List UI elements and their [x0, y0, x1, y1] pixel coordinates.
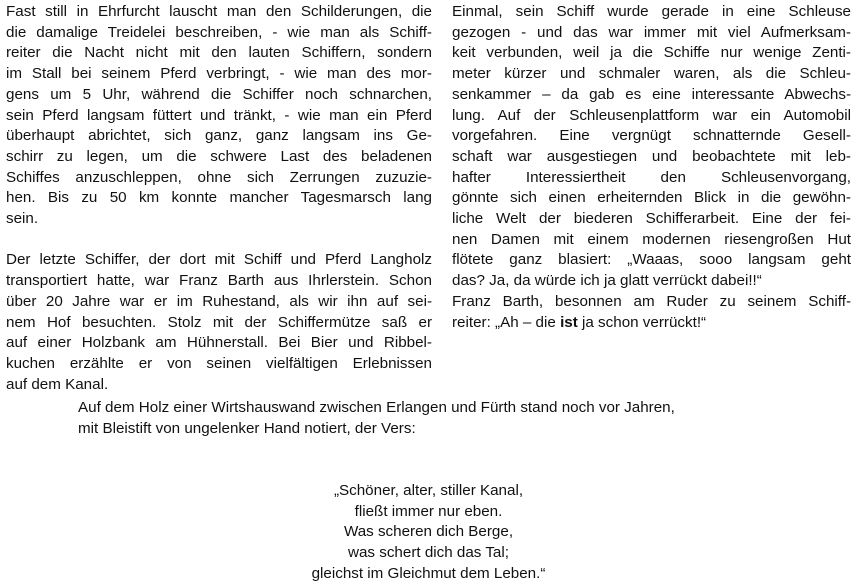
text-line: Der letzte Schiffer, der dort mit Schiff und Pferd Langholz [6, 251, 432, 269]
text-line: gönnte sich einen erheiternden Blick in die gewöhn- [452, 189, 851, 207]
text-line-emphasis [452, 313, 851, 334]
text-line: hafter Interessiertheit den Schleusenvorgang, [452, 168, 851, 186]
text-line: schaft war ausgestiegen und beobachtete mit leb- [452, 147, 851, 165]
text-line: Auf dem Holz einer Wirtshauswand zwischen Erlangen und Fürth stand noch vor Jahren, [78, 399, 675, 416]
poem-verse [0, 481, 857, 585]
text-line: auf dem Kanal. [6, 375, 109, 393]
poem-intro [78, 398, 675, 439]
bold-word: ist [560, 313, 578, 331]
left-column [6, 2, 432, 395]
text-line: vorgefahren. Eine vergnügt schnatternde Gesell- [452, 127, 851, 145]
text-line: hen. Bis zu 50 km konnte mancher Tagesmarsch lang [6, 189, 432, 207]
text-line: die damalige Treidelei beschreiben, - wie man als Schiff- [6, 23, 432, 41]
text-line: das? Ja, da würde ich ja glatt verrückt dabei!!“ [452, 272, 762, 290]
text-line: keit verbunden, weil ja die Schiffe nur wenige Zenti- [452, 44, 851, 62]
text-line: gezogen - und das war immer mit viel Aufmerksam- [452, 23, 851, 41]
poem-line: gleichst im Gleichmut dem Leben.“ [311, 564, 546, 582]
right-column [452, 2, 851, 333]
text-line: sein. [6, 210, 39, 228]
poem-line: fließt immer nur eben. [354, 502, 503, 520]
text-line: liche Welt der biederen Schifferarbeit. Eine der fei- [452, 210, 851, 228]
text-line: flötete ganz blasiert: „Waaas, sooo langsam geht [452, 251, 851, 269]
paragraph-franz-barth [6, 250, 432, 395]
text-line: im Stall bei seinem Pferd verbringt, - wie man des mor- [6, 65, 432, 83]
text-line: reiter die Nacht nicht mit den lauten Schiffern, sondern [6, 44, 432, 62]
text-line: senkammer – da gab es eine interessante Abwechs- [452, 85, 851, 103]
poem-line: was schert dich das Tal; [348, 544, 509, 562]
text-line: mit Bleistift von ungelenker Hand notiert, der Vers: [78, 419, 416, 437]
text-line: nen Damen mit einem modernen riesengroßen Hut [452, 230, 851, 248]
text-line: kuchen erzählte er von seinen vielfältigen Erlebnissen [6, 354, 432, 372]
paragraph-gap [6, 230, 432, 251]
poem-line: Was scheren dich Berge, [343, 523, 514, 541]
text-fragment: reiter: „Ah – die [452, 313, 561, 331]
text-line: über 20 Jahre war er im Ruhestand, als wir ihn auf sei- [6, 292, 432, 310]
text-line: Einmal, sein Schiff wurde gerade in eine Schleuse [452, 3, 851, 20]
text-line: gens um 5 Uhr, während die Schiffer noch schnarchen, [6, 85, 432, 103]
text-line: Franz Barth, besonnen am Ruder zu seinem Schiff- [452, 292, 851, 310]
paragraph-treidelei [6, 2, 432, 230]
text-fragment: ja schon verrückt!“ [577, 313, 707, 331]
text-line: überhaupt abrichtet, sich ganz, ganz langsam ins Ge- [6, 127, 432, 145]
text-line: meter kürzer und schmaler waren, als die Schleu- [452, 65, 851, 83]
paragraph-schleuse [452, 2, 851, 333]
text-line: nem Hof besuchten. Stolz mit der Schiffermütze saß er [6, 313, 432, 331]
text-line: sein Pferd langsam füttert und tränkt, - wie man ein Pferd [6, 106, 432, 124]
text-line: lung. Auf der Schleusenplattform war ein Automobil [452, 106, 851, 124]
text-line: schirr zu legen, um die schwere Last des beladenen [6, 147, 432, 165]
text-line: Fast still in Ehrfurcht lauscht man den Schilderungen, die [6, 3, 432, 20]
poem-line: „Schöner, alter, stiller Kanal, [333, 482, 524, 499]
text-line: Schiffes anzuschleppen, ohne sich Zerrungen zuzuzie- [6, 168, 432, 186]
text-line: transportiert hatte, war Franz Barth aus Ihrlerstein. Schon [6, 272, 432, 290]
text-line: auf einer Holzbank am Hühnerstall. Bei Bier und Ribbel- [6, 334, 432, 352]
